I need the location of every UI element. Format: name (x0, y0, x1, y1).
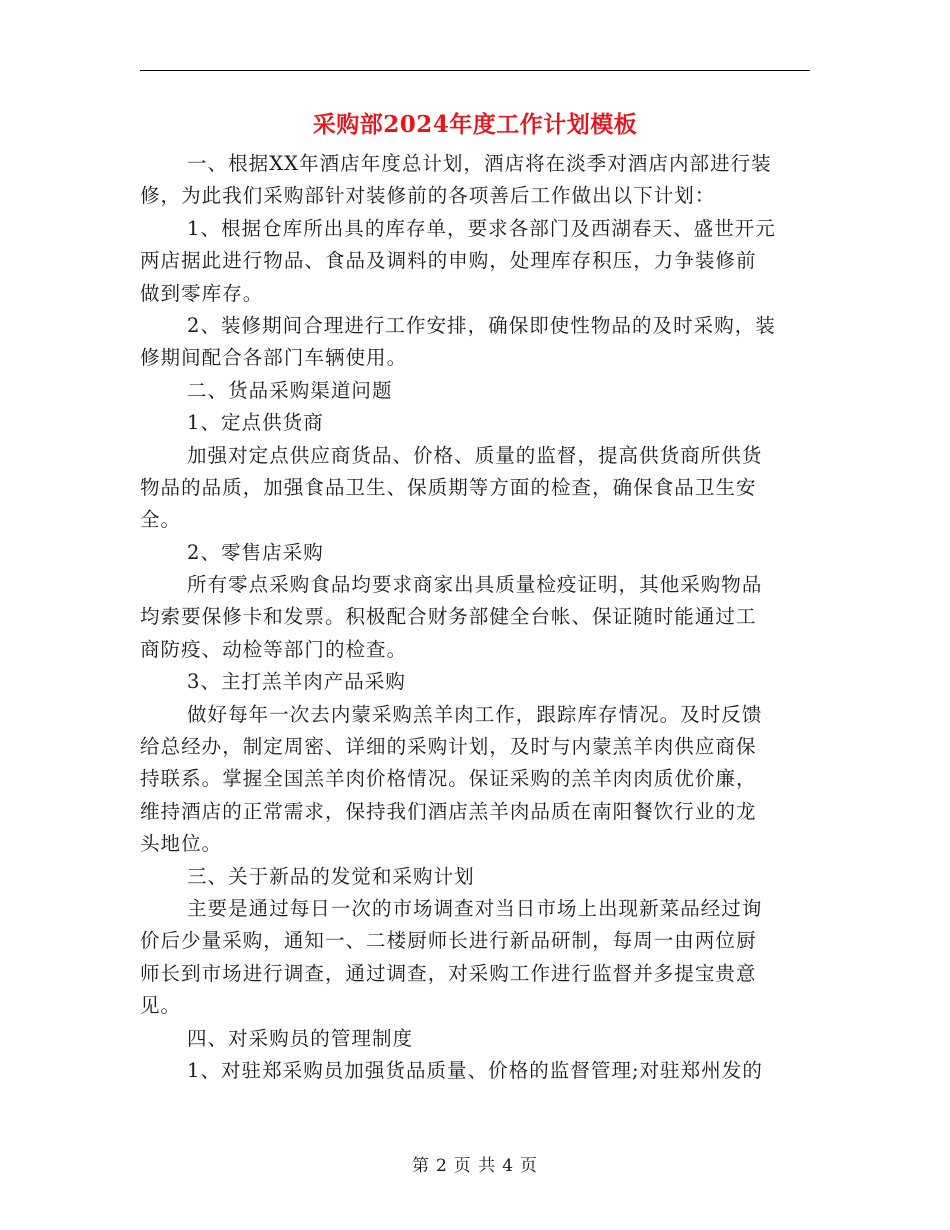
paragraph (140, 375, 810, 407)
paragraph-line: 均索要保修卡和发票。积极配合财务部健全台帐、保证随时能通过工 (140, 605, 757, 629)
paragraph-line: 三、关于新品的发觉和采购计划 (187, 864, 475, 888)
paragraph (140, 213, 810, 310)
paragraph-line: 商防疫、动检等部门的检查。 (140, 637, 408, 661)
paragraph-line: 一、根据XX年酒店年度总计划，酒店将在淡季对酒店内部进行装 (187, 152, 772, 175)
paragraph-line: 修，为此我们采购部针对装修前的各项善后工作做出以下计划： (140, 184, 716, 208)
paragraph-line: 持联系。掌握全国羔羊肉价格情况。保证采购的羔羊肉肉质优价廉， (140, 767, 757, 791)
paragraph-line: 2、零售店采购 (187, 540, 324, 564)
page-number-footer (140, 1154, 810, 1178)
paragraph-line: 两店据此进行物品、食品及调料的申购，处理库存积压，力争装修前 (140, 249, 757, 273)
paragraph (140, 537, 810, 569)
paragraph (140, 148, 810, 213)
paragraph (140, 666, 810, 698)
page-label-mid: 页 共 (453, 1156, 497, 1176)
current-page-number: 2 (435, 1156, 448, 1176)
paragraph-line: 物品的品质，加强食品卫生、保质期等方面的检查，确保食品卫生安 (140, 475, 757, 499)
total-pages-number: 4 (502, 1156, 515, 1176)
paragraph-line: 价后少量采购，通知一、二楼厨师长进行新品研制，每周一由两位厨 (140, 929, 757, 953)
paragraph (140, 310, 810, 375)
paragraph-line: 维持酒店的正常需求，保持我们酒店羔羊肉品质在南阳餐饮行业的龙 (140, 799, 757, 823)
page-label-suffix: 页 (520, 1156, 539, 1176)
paragraph-line: 四、对采购员的管理制度 (187, 1026, 414, 1050)
paragraph-line: 二、货品采购渠道问题 (187, 378, 393, 402)
paragraph-line: 头地位。 (140, 832, 223, 856)
paragraph-line: 所有零点采购食品均要求商家出具质量检疫证明，其他采购物品 (187, 573, 763, 597)
paragraph-line: 2、装修期间合理进行工作安排，确保即使性物品的及时采购，装 (187, 313, 776, 337)
paragraph (140, 569, 810, 666)
page-label-prefix: 第 (411, 1156, 430, 1176)
paragraph-line: 修期间配合各部门车辆使用。 (140, 346, 408, 370)
paragraph-line: 见。 (140, 994, 182, 1018)
paragraph-line: 给总经办，制定周密、详细的采购计划，及时与内蒙羔羊肉供应商保 (140, 735, 757, 759)
paragraph (140, 1023, 810, 1055)
paragraph (140, 1055, 810, 1087)
document-body (140, 148, 810, 1087)
paragraph-line: 主要是通过每日一次的市场调查对当日市场上出现新菜品经过询 (187, 896, 763, 920)
paragraph (140, 861, 810, 893)
paragraph-line: 做好每年一次去内蒙采购羔羊肉工作，跟踪库存情况。及时反馈 (187, 702, 763, 726)
paragraph (140, 893, 810, 1023)
paragraph-line: 1、根据仓库所出具的库存单，要求各部门及西湖春天、盛世开元 (187, 216, 776, 240)
paragraph-line: 1、对驻郑采购员加强货品质量、价格的监督管理;对驻郑州发的 (187, 1058, 763, 1082)
paragraph-line: 全。 (140, 508, 182, 532)
paragraph-line: 3、主打羔羊肉产品采购 (187, 670, 406, 694)
paragraph-line: 师长到市场进行调查，通过调查，对采购工作进行监督并多提宝贵意 (140, 961, 757, 985)
document-title: 采购部2024年度工作计划模板 (312, 111, 638, 138)
paragraph (140, 440, 810, 537)
paragraph-line: 加强对定点供应商货品、价格、质量的监督，提高供货商所供货 (187, 443, 763, 467)
paragraph-line: 1、定点供货商 (187, 411, 324, 435)
paragraph-line: 做到零库存。 (140, 281, 264, 305)
paragraph (140, 407, 810, 439)
header-rule (140, 70, 810, 71)
paragraph (140, 699, 810, 861)
